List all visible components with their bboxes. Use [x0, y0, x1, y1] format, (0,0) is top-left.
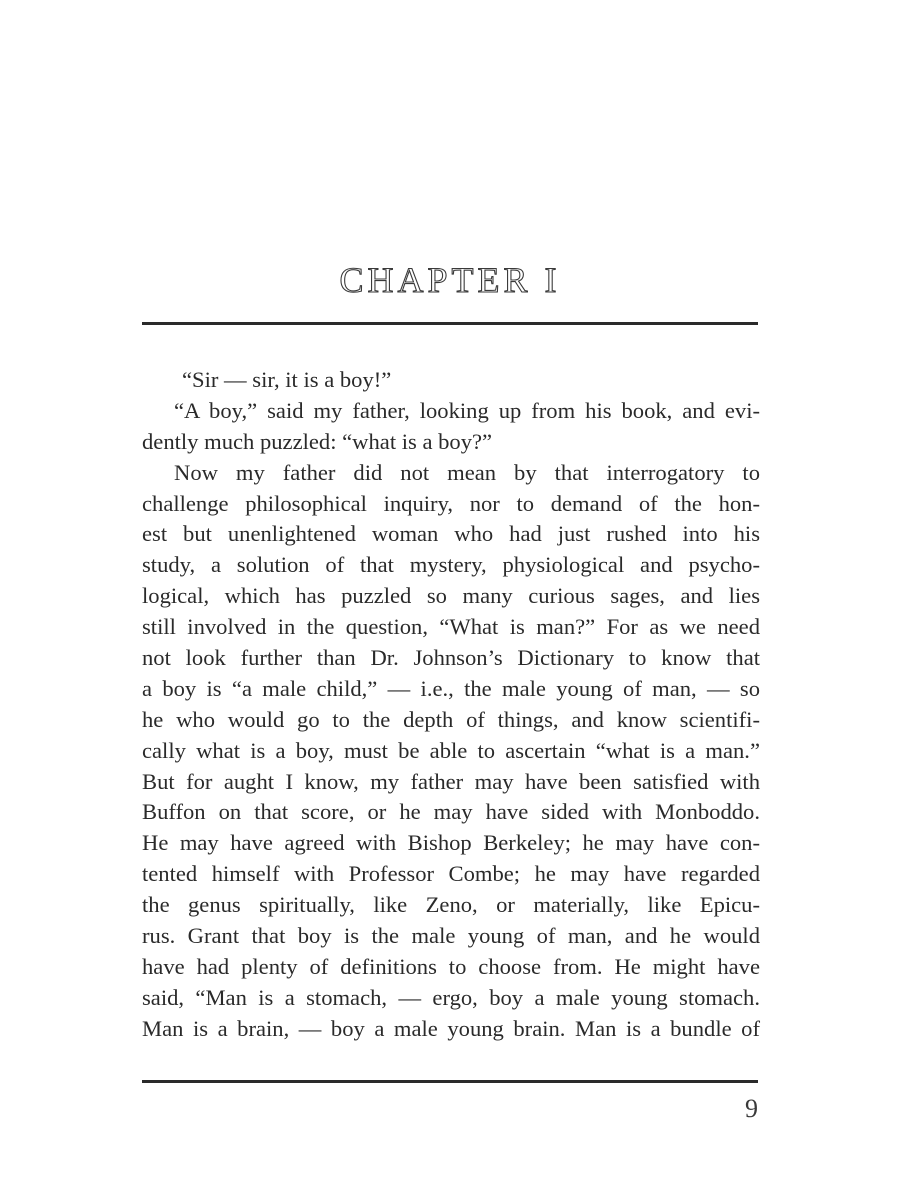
- chapter-title: CHAPTER I: [339, 260, 561, 300]
- text-line: dently much puzzled: “what is a boy?”: [142, 428, 493, 454]
- page-number: 9: [745, 1094, 758, 1123]
- text-line: not look further than Dr. Johnson’s Dictionary to know that: [142, 645, 760, 671]
- text-line: rus. Grant that boy is the male young of man, and he would: [142, 923, 760, 949]
- text-line: cally what is a boy, must be able to ascertain “what is a man.”: [142, 737, 760, 763]
- text-line: tented himself with Professor Combe; he may have regarded: [142, 861, 760, 887]
- text-line: But for aught I know, my father may have been satisfied with: [142, 768, 760, 794]
- text-line: “A boy,” said my father, looking up from his book, and evi-: [174, 397, 760, 423]
- text-line: est but unenlightened woman who had just rushed into his: [142, 521, 760, 547]
- text-line: the genus spiritually, like Zeno, or materially, like Epicu-: [142, 892, 760, 918]
- text-line: He may have agreed with Bishop Berkeley; he may have con-: [142, 830, 760, 856]
- text-line: logical, which has puzzled so many curious sages, and lies: [142, 583, 760, 609]
- text-line: said, “Man is a stomach, — ergo, boy a male young stomach.: [142, 984, 760, 1010]
- text-line: still involved in the question, “What is man?” For as we need: [142, 614, 760, 640]
- text-line: Now my father did not mean by that interrogatory to: [174, 459, 760, 485]
- text-line: a boy is “a male child,” — i.e., the male young of man, — so: [142, 675, 760, 701]
- top-rule: [142, 322, 758, 325]
- text-line: challenge philosophical inquiry, nor to demand of the hon-: [142, 490, 760, 516]
- chapter-body-text: [142, 365, 760, 1045]
- text-line: Man is a brain, — boy a male young brain. Man is a bundle of: [142, 1015, 760, 1041]
- text-line: study, a solution of that mystery, physiological and psycho-: [142, 552, 760, 578]
- text-line: he who would go to the depth of things, and know scientifi-: [142, 706, 760, 732]
- text-line: Buffon on that score, or he may have sided with Monboddo.: [142, 799, 760, 825]
- text-line: “Sir — sir, it is a boy!”: [182, 367, 392, 392]
- bottom-rule: [142, 1080, 758, 1083]
- text-line: have had plenty of definitions to choose from. He might have: [142, 953, 760, 979]
